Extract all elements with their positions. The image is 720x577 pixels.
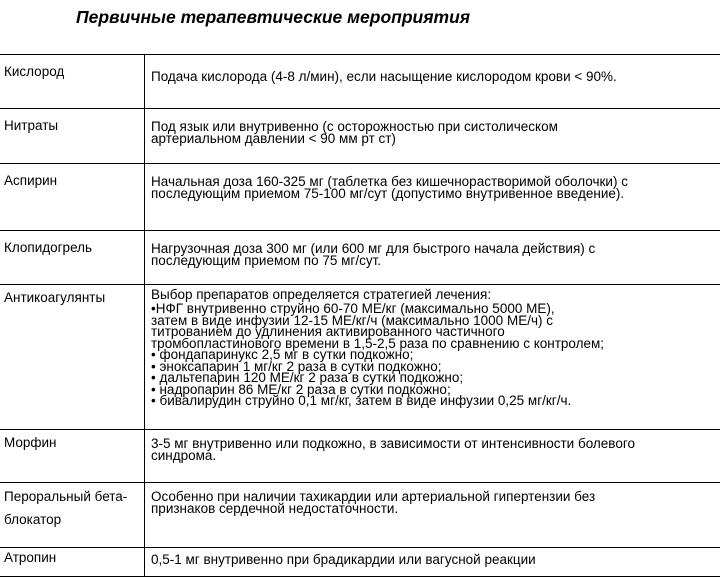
table-row — [0, 285, 720, 430]
description-line: артериальном давлении < 90 мм рт ст) — [151, 133, 718, 145]
description-line: Под язык или внутривенно (с осторожностью при систолическом — [151, 121, 718, 133]
description-line: синдрома. — [151, 450, 718, 462]
drug-name-line: Пероральный — [4, 489, 91, 504]
description-line: • дальтепарин 120 МЕ/кг 2 раза в сутки подкожно; — [151, 372, 718, 384]
drug-name: Аспирин — [0, 164, 145, 231]
table-row — [0, 55, 720, 109]
drug-name: Морфин — [0, 430, 145, 483]
description-line: •НФГ внутривенно струйно 60-70 МЕ/кг (максимально 5000 МЕ), — [151, 303, 718, 315]
description-line: • фондапаринукс 2,5 мг в сутки подкожно; — [151, 349, 718, 361]
description-line: титрованием до удлинения активированного частичного — [151, 326, 718, 338]
bullet-list — [151, 303, 718, 407]
description-line: • надропарин 86 МЕ/кг 2 раза в сутки подкожно; — [151, 384, 718, 396]
drug-description — [145, 285, 720, 430]
description-line: • бивалирудин струйно 0,1 мг/кг, затем в виде инфузии 0,25 мг/кг/ч. — [151, 395, 718, 407]
description-line: 0,5-1 мг внутривенно при брадикардии или вагусной реакции — [151, 552, 718, 568]
description-intro: Выбор препаратов определяется стратегией лечения: — [151, 287, 718, 303]
description-line: затем в виде инфузии 12-15 МЕ/кг/ч (максимально 1000 МЕ/ч) с — [151, 315, 718, 327]
description-line: Подача кислорода (4-8 л/мин), если насыщение кислородом крови < 90%. — [151, 69, 718, 85]
drug-description — [145, 55, 720, 109]
drug-name: Антикоагулянты — [0, 285, 145, 430]
description-line: • эноксапарин 1 мг/кг 2 раза в сутки подкожно; — [151, 361, 718, 373]
drug-description — [145, 109, 720, 164]
drug-name — [0, 483, 145, 548]
table-row — [0, 483, 720, 548]
description-line: признаков сердечной недостаточности. — [151, 503, 718, 515]
drug-description — [145, 164, 720, 231]
drug-name: Клопидогрель — [0, 231, 145, 285]
description-line: 3-5 мг внутривенно или подкожно, в зависимости от интенсивности болевого — [151, 438, 718, 450]
description-line: Нагрузочная доза 300 мг (или 600 мг для быстрого начала действия) с — [151, 243, 718, 255]
page-title: Первичные терапевтические мероприятия — [76, 7, 470, 28]
drug-description — [145, 231, 720, 285]
table-row — [0, 548, 720, 577]
drug-name-line: бета-блокатор — [4, 489, 127, 527]
description-line: Особенно при наличии тахикардии или артериальной гипертензии без — [151, 491, 718, 503]
description-line: последующим приемом по 75 мг/сут. — [151, 255, 718, 267]
therapy-table — [0, 54, 720, 577]
description-line: последующим приемом 75-100 мг/сут (допустимо внутривенное введение). — [151, 188, 718, 200]
table-row — [0, 430, 720, 483]
drug-description — [145, 548, 720, 577]
description-line: тромбопластинового времени в 1,5-2,5 раза по сравнению с контролем; — [151, 338, 718, 350]
description-line: Начальная доза 160-325 мг (таблетка без кишечнорастворимой оболочки) с — [151, 176, 718, 188]
table-row — [0, 109, 720, 164]
drug-description — [145, 483, 720, 548]
drug-name: Кислород — [0, 55, 145, 109]
table-row — [0, 164, 720, 231]
table-row — [0, 231, 720, 285]
drug-name: Нитраты — [0, 109, 145, 164]
drug-description — [145, 430, 720, 483]
drug-name: Атропин — [0, 548, 145, 577]
